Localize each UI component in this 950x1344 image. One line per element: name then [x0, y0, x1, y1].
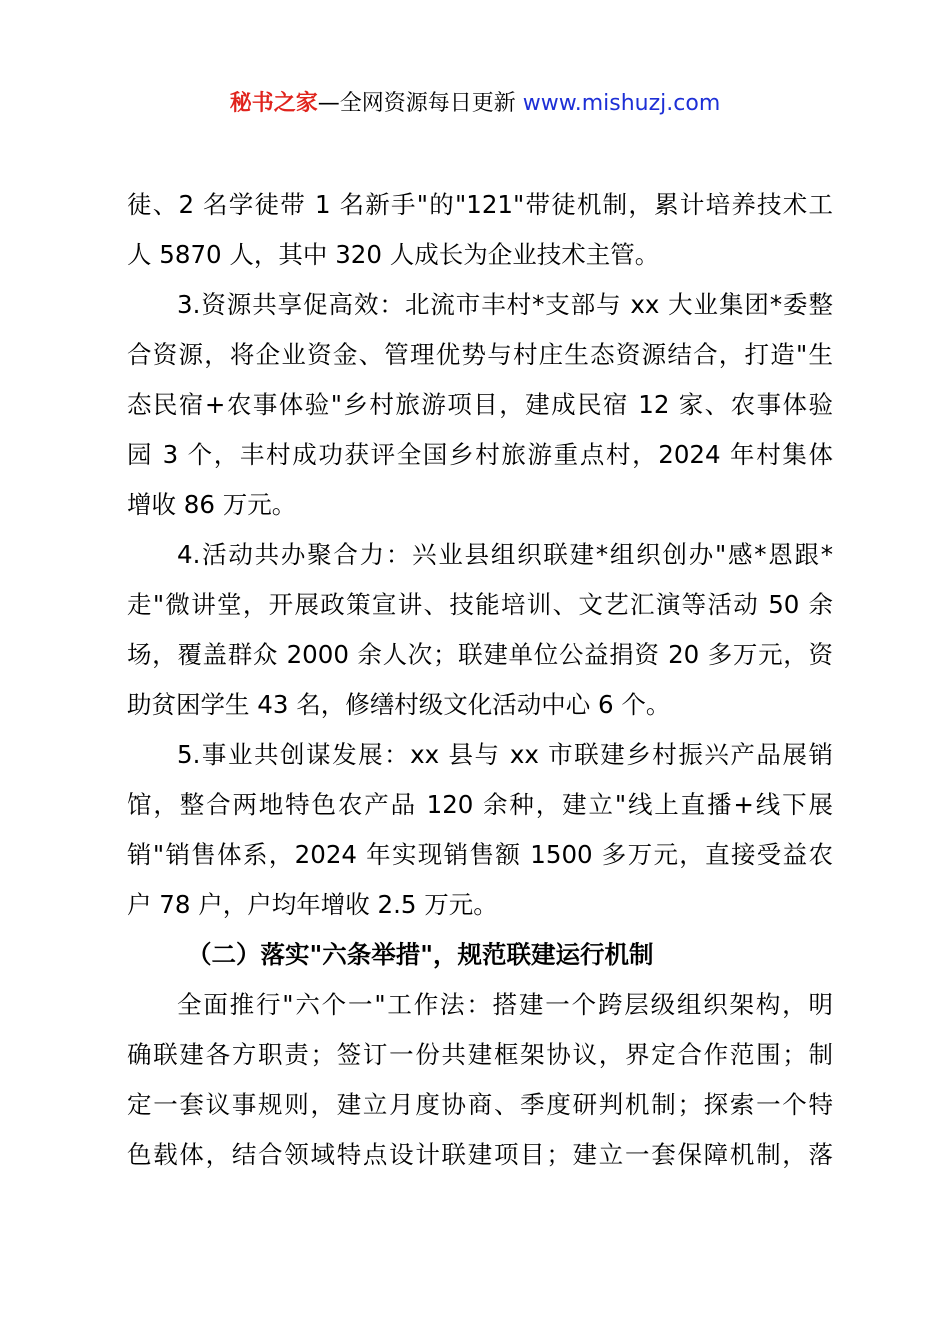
- site-header: [0, 86, 950, 122]
- paragraph-line: 4.活动共办聚合力：兴业县组织联建*组织创办"感*恩跟*: [177, 540, 833, 569]
- paragraph-line: 户 78 户，户均年增收 2.5 万元。: [127, 890, 498, 919]
- site-brand: 秘书之家: [229, 91, 318, 116]
- document-body: [127, 180, 833, 1180]
- paragraph-line: 馆，整合两地特色农产品 120 余种，建立"线上直播+线下展: [127, 790, 833, 819]
- paragraph-line: 园 3 个，丰村成功获评全国乡村旅游重点村，2024 年村集体: [127, 440, 833, 469]
- paragraph-line: 销"销售体系，2024 年实现销售额 1500 多万元，直接受益农: [127, 840, 833, 869]
- paragraph-line: 全面推行"六个一"工作法：搭建一个跨层级组织架构，明: [177, 990, 833, 1019]
- paragraph-line: 徒、2 名学徒带 1 名新手"的"121"带徒机制，累计培养技术工: [127, 190, 833, 219]
- paragraph-line: 态民宿+农事体验"乡村旅游项目，建成民宿 12 家、农事体验: [127, 390, 833, 419]
- paragraph-line: 5.事业共创谋发展：xx 县与 xx 市联建乡村振兴产品展销: [177, 740, 833, 769]
- section-heading: （二）落实"六条举措"，规范联建运行机制: [187, 940, 654, 969]
- paragraph-line: 助贫困学生 43 名，修缮村级文化活动中心 6 个。: [127, 690, 671, 719]
- paragraph-line: 人 5870 人，其中 320 人成长为企业技术主管。: [127, 240, 660, 269]
- site-url[interactable]: www.mishuzj.com: [522, 91, 721, 116]
- paragraph-line: 确联建各方职责；签订一份共建框架协议，界定合作范围；制: [127, 1040, 833, 1069]
- paragraph-line: 合资源，将企业资金、管理优势与村庄生态资源结合，打造"生: [127, 340, 833, 369]
- paragraph-line: 场，覆盖群众 2000 余人次；联建单位公益捐资 20 多万元，资: [127, 640, 833, 669]
- site-slogan: —全网资源每日更新: [317, 91, 516, 116]
- paragraph-line: 3.资源共享促高效：北流市丰村*支部与 xx 大业集团*委整: [177, 290, 833, 319]
- paragraph-line: 增收 86 万元。: [127, 490, 297, 519]
- paragraph-line: 色载体，结合领域特点设计联建项目；建立一套保障机制，落: [127, 1140, 833, 1169]
- paragraph-line: 定一套议事规则，建立月度协商、季度研判机制；探索一个特: [127, 1090, 833, 1119]
- paragraph-line: 走"微讲堂，开展政策宣讲、技能培训、文艺汇演等活动 50 余: [127, 590, 833, 619]
